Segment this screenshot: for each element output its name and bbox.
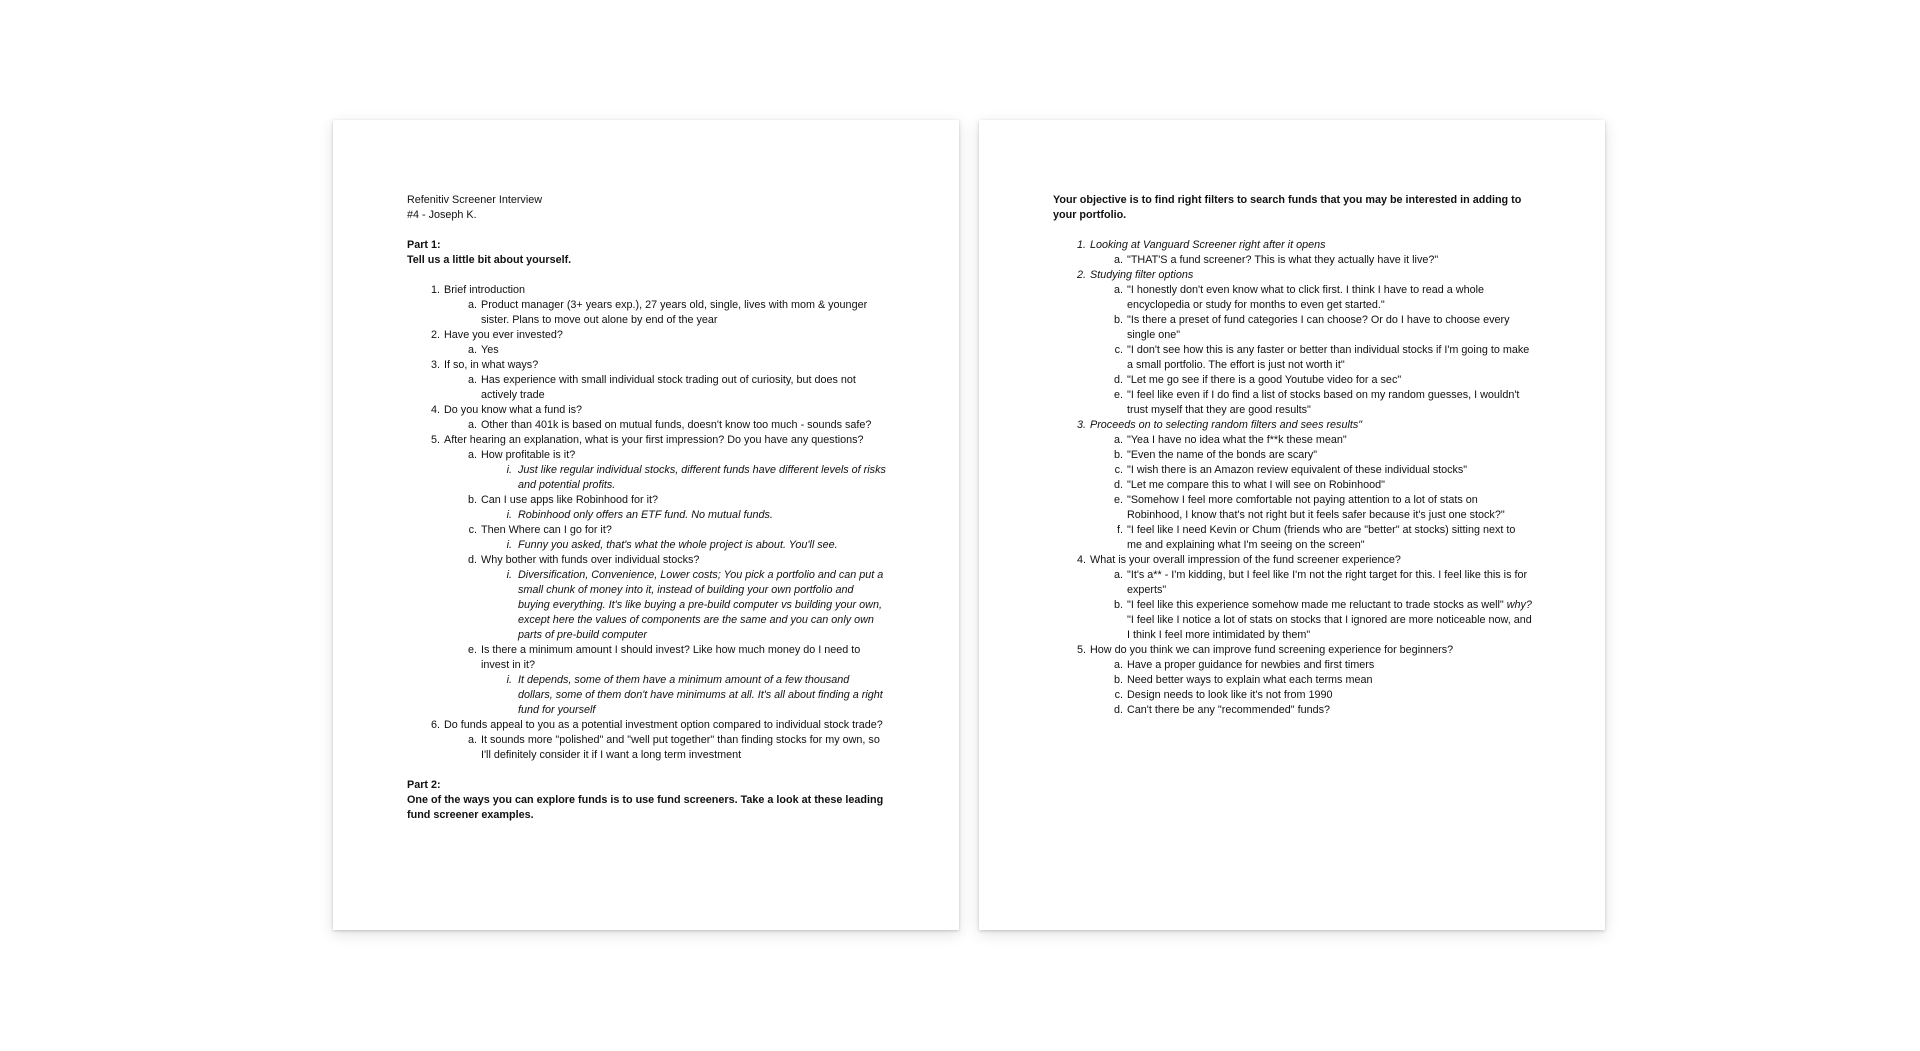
document-body-left — [407, 193, 887, 823]
list-item: 3. If so, in what ways? a. Has experience with small individual stock trading out of curiosity, but does not actively trade — [444, 358, 887, 403]
objective-text: Your objective is to find right filters to search funds that you may be interested in adding to your portfolio. — [1053, 194, 1522, 221]
list-item: 5. After hearing an explanation, what is your first impression? Do you have any questions? a. How profitable is it? i. Just like regular individual stocks, different funds have different levels of risks and potential profits. b. Can I use apps like Robinhood for it? i. Robinhood only offers an ETF fund. No mutual funds. c. Then Where can I go for it? i. Funny you asked, that's what the whole project is about. You'll see. d. Why bother with funds over individual stocks? i. Diversification, Convenience, Lower costs; You pick a portfolio and can put a small chunk of money into it, instead of building your own portfolio and buying everything. It's like buying a pre-build computer vs building your own, except here the values of components are the same and you can only own parts of pre-build computer e. Is there a minimum amount I should invest? Like how much money do I need to invest in it? i. It depends, some of them have a minimum amount of a few thousand dollars, some of them don't have minimums at all. It's all about finding a right fund for yourself — [430, 434, 886, 716]
list-item: a. How profitable is it? i. Just like regular individual stocks, different funds have different levels of risks and potential profits. — [467, 449, 886, 491]
list-item: 1. Looking at Vanguard Screener right after it opens a. "THAT'S a fund screener? This is what they actually have it live?" — [1090, 238, 1533, 268]
part1-prompt: Tell us a little bit about yourself. — [407, 254, 572, 266]
doc-title: Refenitiv Screener Interview — [407, 194, 543, 206]
quote-item: b. "I feel like this experience somehow made me reluctant to trade stocks as well" why? "I feel like I notice a lot of stats on stocks that I ignored are more noticeable now, and I think I feel more intimidated by them" — [1113, 599, 1532, 641]
list-item: c. Design needs to look like it's not from 1990 — [1114, 689, 1333, 701]
quote-item: a. "I honestly don't even know what to click first. I think I have to read a whole encyclopedia or study for months to even get started." — [1113, 284, 1484, 311]
list-item: 5. How do you think we can improve fund screening experience for beginners? a. Have a proper guidance for newbies and first timers b. Need better ways to explain what each terms mean c. Design needs to look like it's not from 1990 d. Can't there be any "recommended" funds? — [1090, 643, 1533, 718]
list-item: 3. Proceeds on to selecting random filters and sees results" a. "Yea I have no idea what the f**k these mean" b. "Even the name of the bonds are scary" c. "I wish there is an Amazon review equivalent of these individual stocks" d. "Let me compare this to what I will see on Robinhood" e. "Somehow I feel more comfortable not paying attention to a lot of stats on Robinhood, I know that's not right but it feels safer because it's just one stock?" f. "I feel like I need Kevin or Chum (friends who are "better" at stocks) sitting next to me and explaining what I'm seeing on the screen" — [1090, 418, 1533, 553]
part1-label: Part 1: — [407, 239, 441, 251]
list-item: a. Other than 401k is based on mutual funds, doesn't know too much - sounds safe? — [467, 419, 872, 431]
list-item: a. Has experience with small individual stock trading out of curiosity, but does not actively trade — [467, 374, 856, 401]
quote-item: e. "Somehow I feel more comfortable not paying attention to a lot of stats on Robinhood, I know that's not right but it feels safer because it's just one stock?" — [1113, 494, 1505, 521]
quote-item: c. "I wish there is an Amazon review equivalent of these individual stocks" — [1114, 464, 1468, 476]
quote-item: d. "Let me go see if there is a good Youtube video for a sec" — [1113, 374, 1402, 386]
document-page-right — [979, 120, 1605, 930]
list-item: d. Why bother with funds over individual stocks? i. Diversification, Convenience, Lower costs; You pick a portfolio and can put a small chunk of money into it, instead of building your own portfolio and buying everything. It's like buying a pre-build computer vs building your own, except here the values of components are the same and you can only own parts of pre-build computer — [481, 553, 887, 643]
document-page-left — [333, 120, 959, 930]
quote-item: d. "Let me compare this to what I will see on Robinhood" — [1113, 479, 1385, 491]
list-item: 2. Have you ever invested? a. Yes — [444, 328, 887, 358]
quote-item: e. "I feel like even if I do find a list of stocks based on my random guesses, I wouldn't trust myself that they are good results" — [1113, 389, 1520, 416]
quote-item: f. "I feel like I need Kevin or Chum (friends who are "better" at stocks) sitting next to me and explaining what I'm seeing on the screen" — [1117, 524, 1516, 551]
list-item: a. Product manager (3+ years exp.), 27 years old, single, lives with mom & younger sister. Plans to move out alone by end of the year — [467, 299, 868, 326]
part2-prompt: One of the ways you can explore funds is to use fund screeners. Take a look at these leading fund screener examples. — [407, 794, 884, 821]
list-item: e. Is there a minimum amount I should invest? Like how much money do I need to invest in it? i. It depends, some of them have a minimum amount of a few thousand dollars, some of them don't have minimums at all. It's all about finding a right fund for yourself — [481, 643, 887, 718]
quote-item: a. "Yea I have no idea what the f**k these mean" — [1113, 434, 1347, 446]
answer-item: i. Funny you asked, that's what the whole project is about. You'll see. — [506, 539, 838, 551]
list-item: d. Can't there be any "recommended" funds? — [1113, 704, 1330, 716]
part2-observation-list — [1053, 238, 1533, 718]
answer-item: i. Just like regular individual stocks, different funds have different levels of risks and potential profits. — [506, 464, 886, 491]
quote-item: a. "THAT'S a fund screener? This is what they actually have it live?" — [1113, 254, 1439, 266]
list-item: c. Then Where can I go for it? i. Funny you asked, that's what the whole project is about. You'll see. — [481, 523, 887, 553]
quote-item: b. "Is there a preset of fund categories I can choose? Or do I have to choose every single one" — [1113, 314, 1510, 341]
list-item: a. Yes — [467, 344, 499, 356]
answer-item: i. Robinhood only offers an ETF fund. No mutual funds. — [506, 509, 773, 521]
why-label: why? — [1506, 599, 1532, 611]
doc-subtitle: #4 - Joseph K. — [407, 209, 477, 221]
list-item: a. Have a proper guidance for newbies and first timers — [1113, 659, 1375, 671]
list-item: 4. Do you know what a fund is? a. Other than 401k is based on mutual funds, doesn't know too much - sounds safe? — [444, 403, 887, 433]
answer-item: i. Diversification, Convenience, Lower costs; You pick a portfolio and can put a small chunk of money into it, instead of building your own portfolio and buying everything. It's like buying a pre-build computer vs building your own, except here the values of components are the same and you can only own parts of pre-build computer — [506, 569, 884, 641]
quote-item: b. "Even the name of the bonds are scary" — [1113, 449, 1318, 461]
list-item: b. Need better ways to explain what each terms mean — [1113, 674, 1373, 686]
list-item: b. Can I use apps like Robinhood for it? i. Robinhood only offers an ETF fund. No mutual funds. — [481, 493, 887, 523]
part2-label: Part 2: — [407, 779, 441, 791]
part1-question-list — [407, 283, 887, 763]
list-item: 2. Studying filter options a. "I honestly don't even know what to click first. I think I have to read a whole encyclopedia or study for months to even get started." b. "Is there a preset of fund categories I can choose? Or do I have to choose every single one" c. "I don't see how this is any faster or better than individual stocks if I'm going to make a small portfolio. The effort is just not worth it" d. "Let me go see if there is a good Youtube video for a sec" e. "I feel like even if I do find a list of stocks based on my random guesses, I wouldn't trust myself that they are good results" — [1090, 268, 1533, 418]
list-item: 4. What is your overall impression of the fund screener experience? a. "It's a** - I'm kidding, but I feel like I'm not the right target for this. I feel like this is for experts" b. "I feel like this experience somehow made me reluctant to trade stocks as well" why? "I feel like I notice a lot of stats on stocks that I ignored are more noticeable now, and I think I feel more intimidated by them" — [1076, 554, 1532, 641]
list-item: 1. Brief introduction a. Product manager (3+ years exp.), 27 years old, single, lives with mom & younger sister. Plans to move out alone by end of the year — [444, 283, 887, 328]
quote-item: c. "I don't see how this is any faster or better than individual stocks if I'm going to make a small portfolio. The effort is just not worth it" — [1114, 344, 1530, 371]
document-body-right — [1053, 193, 1533, 718]
answer-item: i. It depends, some of them have a minimum amount of a few thousand dollars, some of them don't have minimums at all. It's all about finding a right fund for yourself — [506, 674, 883, 716]
quote-item: a. "It's a** - I'm kidding, but I feel like I'm not the right target for this. I feel like this is for experts" — [1113, 569, 1528, 596]
list-item: a. It sounds more "polished" and "well put together" than finding stocks for my own, so I'll definitely consider it if I want a long term investment — [467, 734, 880, 761]
list-item: 6. Do funds appeal to you as a potential investment option compared to individual stock trade? a. It sounds more "polished" and "well put together" than finding stocks for my own, so I'll definitely consider it if I want a long term investment — [444, 718, 887, 763]
